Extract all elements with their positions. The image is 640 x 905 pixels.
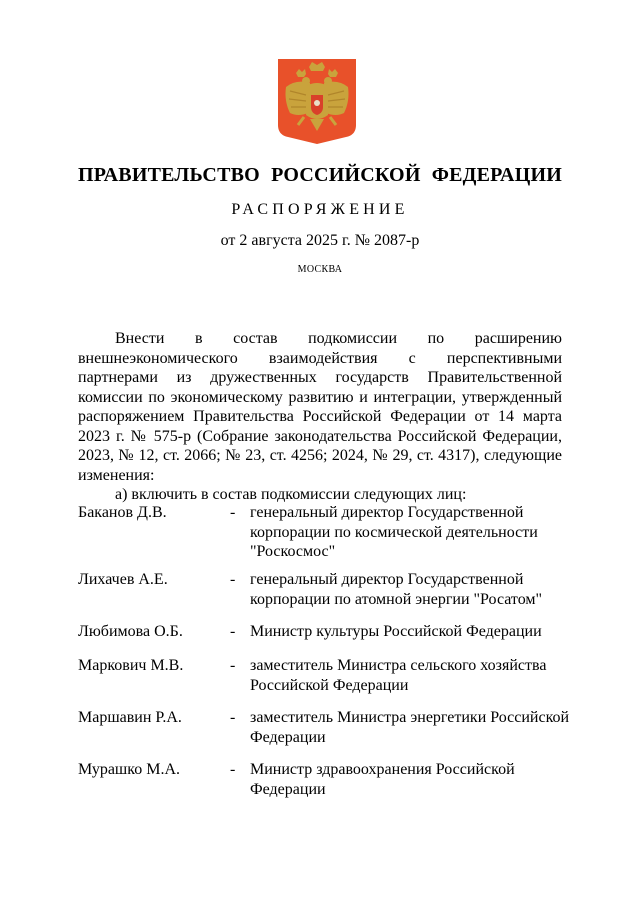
document-type: РАСПОРЯЖЕНИЕ (231, 201, 409, 218)
member-role: генеральный директор Государственной корпорации по космической деятельности "Роскосмос" (250, 504, 538, 560)
member-dash: - (230, 623, 236, 640)
member-dash: - (230, 504, 236, 521)
member-role: Министр культуры Российской Федерации (250, 623, 542, 640)
member-role: заместитель Министра сельского хозяйства Российской Федерации (250, 657, 547, 694)
member-role: генеральный директор Государственной корпорации по атомной энергии "Росатом" (250, 571, 543, 608)
member-name: Мурашко М.А. (78, 761, 180, 778)
member-name: Маркович М.В. (78, 657, 184, 674)
member-dash: - (230, 761, 236, 778)
preamble-block (78, 329, 562, 505)
preamble-text: Внести в состав подкомиссии по расширению внешнеэкономического взаимодействия с перспективными партнерами из дружественных государств Правительственной комиссии по экономическому развитию и интеграции, утвержденный распоряжением Правительства Российской Федерации от 14 марта 2023 г. № 575-р (Собрание законодательства Российской Федерации, 2023, № 12, ст. 2066; № 23, ст. 4256; 2024, № 29, ст. 4317), следующие изменения: (78, 330, 562, 484)
member-dash: - (230, 709, 236, 726)
government-title: ПРАВИТЕЛЬСТВО РОССИЙСКОЙ ФЕДЕРАЦИИ (78, 164, 562, 186)
member-name: Маршавин Р.А. (78, 709, 182, 726)
document-city: МОСКВА (297, 264, 343, 275)
member-name: Лихачев А.Е. (78, 571, 168, 588)
member-name: Любимова О.Б. (78, 623, 183, 640)
member-role: Министр здравоохранения Российской Федерации (250, 761, 515, 798)
item-a-text: а) включить в состав подкомиссии следующих лиц: (115, 486, 467, 503)
member-dash: - (230, 657, 236, 674)
coat-of-arms-icon (276, 57, 358, 145)
member-dash: - (230, 571, 236, 588)
document-dateline: от 2 августа 2025 г. № 2087-р (220, 232, 420, 249)
member-name: Баканов Д.В. (78, 504, 167, 521)
member-role: заместитель Министра энергетики Российской Федерации (250, 709, 570, 746)
